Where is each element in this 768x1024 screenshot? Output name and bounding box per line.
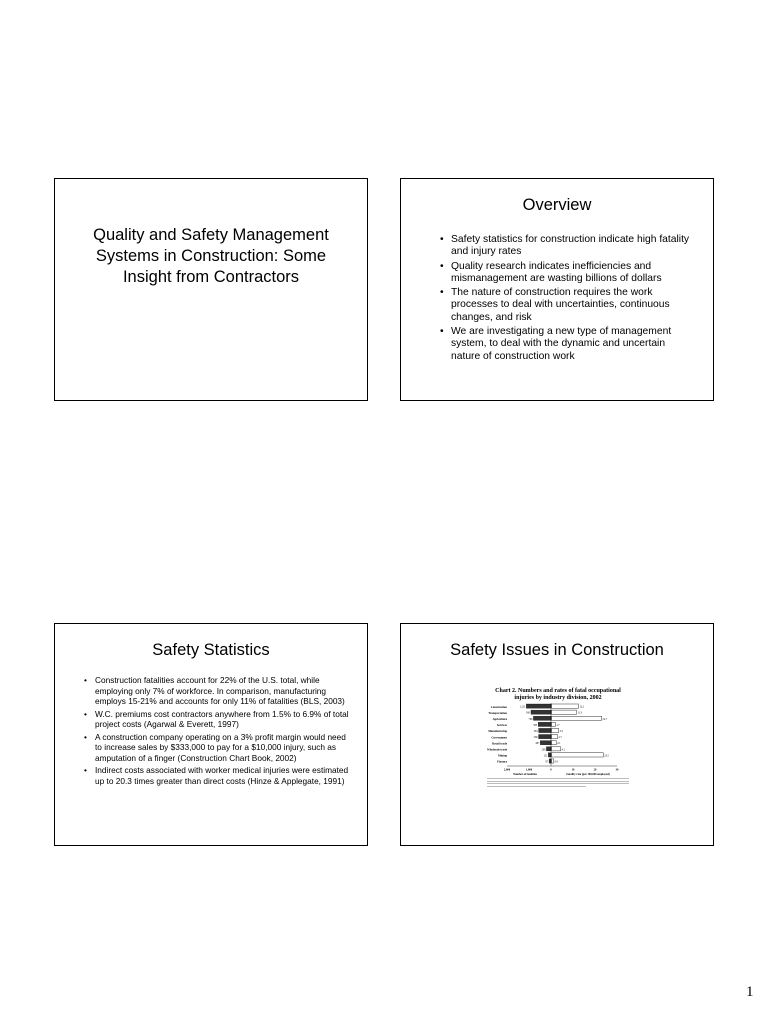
rate-bar (552, 741, 557, 745)
fatalities-value-label: 566 (533, 736, 538, 740)
category-label: Government (491, 735, 507, 740)
slide-heading: Safety Issues in Construction (450, 641, 664, 659)
slide-safety-issues (400, 623, 714, 846)
bullet-item: • Construction fatalities account for 22% of the U.S. total, while employing only 7% of workforce. In comparison, manufacturing employs 15-21% and accounts for only 11% of fatalities (BLS, 2003) (82, 675, 355, 707)
rate-value-label: 0.9 (554, 760, 558, 764)
rate-value-label: 23.5 (604, 754, 609, 758)
page-number: 1 (746, 984, 754, 1000)
slide-overview (400, 178, 714, 401)
fatalities-bar (538, 722, 551, 726)
rate-bar (552, 728, 559, 732)
tick-label: 0 (550, 768, 552, 772)
rate-value-label: 22.7 (602, 717, 608, 721)
rate-bar (552, 710, 577, 714)
rate-bar (552, 704, 579, 708)
fatalities-bar (531, 710, 551, 714)
fatalities-bar (546, 747, 551, 751)
fatalities-bar (539, 728, 551, 732)
rate-value-label: 4.1 (561, 748, 565, 752)
footnote-line (487, 783, 629, 784)
category-label: Agriculture (492, 717, 507, 721)
fatalities-value-label: 1,121 (519, 705, 526, 709)
fatalities-bar (539, 735, 551, 739)
category-label: Retail trade (492, 741, 507, 746)
fatality-chart (487, 702, 629, 778)
category-label: Wholesale trade (487, 747, 507, 752)
slide-heading: Safety Statistics (152, 641, 270, 659)
chart-title-line: Chart 2. Numbers and rates of fatal occupational (495, 688, 621, 694)
x-axis-label-left: Number of fatalities (513, 773, 537, 776)
fatalities-value-label: 910 (526, 711, 530, 715)
bullet-list (82, 675, 355, 788)
rate-bar (552, 716, 602, 720)
bullet-item: • Safety statistics for construction indicate high fatality and injury rates (438, 234, 695, 259)
rate-value-label: 1.7 (556, 723, 560, 727)
fatality-chart-figure (487, 688, 629, 786)
fatalities-value-label: 487 (535, 742, 540, 746)
category-label: Construction (490, 704, 507, 709)
fatalities-bar (548, 753, 551, 757)
fatalities-bar (533, 716, 551, 720)
slide-safety-statistics (54, 623, 368, 846)
bullet-list (438, 234, 695, 365)
footnote-line (487, 778, 629, 779)
fatalities-value-label: 208 (541, 748, 546, 752)
chart-title (487, 688, 629, 701)
category-label: Manufacturing (488, 729, 507, 734)
bullet-item: • Quality research indicates inefficiencies and mismanagement are wasting billions of dollars (438, 261, 695, 286)
fatalities-bar (526, 704, 551, 708)
fatalities-value-label: 563 (533, 730, 538, 733)
category-label: Finance (497, 759, 507, 764)
tick-label: 1,000 (525, 768, 533, 772)
rate-value-label: 3.2 (559, 730, 563, 733)
bullet-item: • The nature of construction requires the work processes to deal with uncertainties, continuous changes, and risk (438, 287, 695, 324)
bullet-item: • We are investigating a new type of management system, to deal with the dynamic and uncertain nature of construction work (438, 326, 695, 363)
slide-heading: Overview (522, 196, 592, 214)
chart-footnote-lines (487, 778, 629, 788)
chart-title-line: injuries by industry division, 2002 (514, 694, 602, 701)
presentation-title: Quality and Safety Management Systems in Construction: Some Insight from Contractors (93, 226, 329, 286)
rate-bar (552, 735, 558, 739)
rate-value-label: 11.3 (577, 711, 582, 715)
category-label: Services (496, 723, 507, 728)
rate-bar (552, 753, 604, 757)
tick-label: 2,000 (503, 768, 511, 772)
bullet-item: • W.C. premiums cost contractors anywhere from 1.5% to 6.9% of total project costs (Agarwal & Everett, 1997) (82, 709, 355, 730)
slide-title-slide (54, 178, 368, 401)
footnote-line (487, 786, 586, 787)
bullet-item: • Indirect costs associated with worker medical injuries were estimated up to 20.3 times greater than direct costs (Hinze & Applegate, 1991) (82, 765, 355, 786)
x-axis-label-right: Fatality rate (per 100,000 employed) (566, 773, 610, 776)
fatalities-value-label: 799 (528, 717, 533, 721)
tick-label: 20 (593, 768, 597, 772)
fatalities-value-label: 121 (543, 754, 548, 758)
bullet-item: • A construction company operating on a 3% profit margin would need to increase sales by $333,000 to pay for a $10,000 injury, such as amputation of a finger (Construction Chart Book, 2002) (82, 732, 355, 764)
category-label: Transportation (488, 710, 507, 715)
fatalities-bar (540, 741, 551, 745)
rate-bar (552, 747, 561, 751)
rate-value-label: 2.7 (558, 736, 562, 740)
category-label: Mining (498, 753, 507, 758)
fatalities-value-label: 583 (533, 723, 538, 727)
footnote-line (487, 781, 629, 782)
rate-value-label: 12.2 (579, 705, 584, 709)
rate-bar (552, 759, 554, 763)
fatalities-bar (549, 759, 551, 763)
fatalities-value-label: 87 (545, 760, 549, 764)
tick-label: 30 (615, 768, 619, 772)
rate-bar (552, 722, 556, 726)
rate-value-label: 2.1 (557, 742, 561, 746)
tick-label: 10 (571, 768, 575, 772)
